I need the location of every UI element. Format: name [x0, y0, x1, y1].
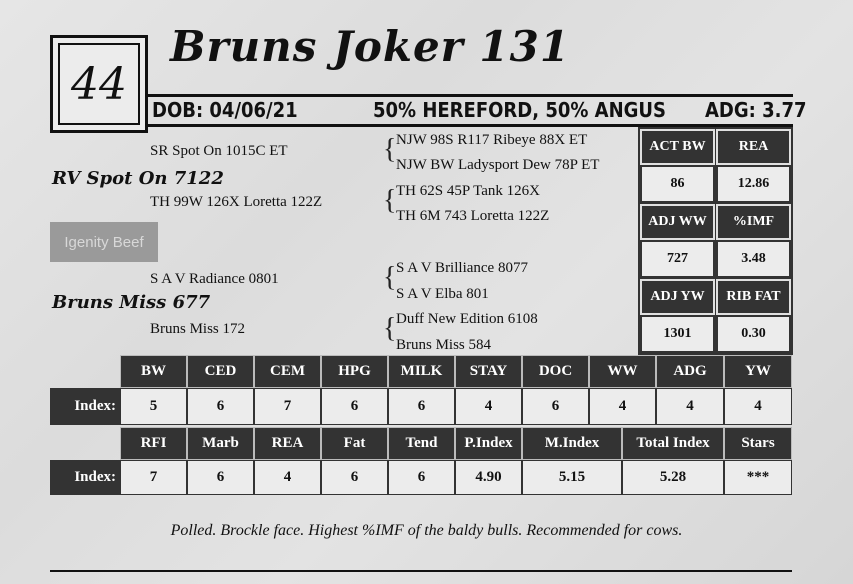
table2-header: P.Index	[455, 427, 522, 460]
measure-label: ADJ YW	[640, 279, 715, 315]
index-label: Index:	[50, 460, 120, 495]
sire: RV Spot On 7122	[52, 168, 224, 189]
table1-header: MILK	[388, 355, 455, 388]
dam: Bruns Miss 677	[52, 292, 211, 313]
dob: DOB: 04/06/21	[152, 98, 298, 122]
table2-header: RFI	[120, 427, 187, 460]
table1-value: 6	[388, 388, 455, 425]
bull-notes: Polled. Brockle face. Highest %IMF of the baldy bulls. Recommended for cows.	[170, 522, 683, 539]
dam-dam: Bruns Miss 172	[150, 321, 246, 337]
table1-header: STAY	[455, 355, 522, 388]
table1-value: 4	[589, 388, 656, 425]
table1-header: HPG	[321, 355, 388, 388]
footer-rule	[50, 570, 792, 572]
table1-value: 4	[656, 388, 724, 425]
sd-dam: TH 6M 743 Loretta 122Z	[396, 208, 550, 224]
lot-number-box	[50, 35, 148, 133]
table2-value: 4.90	[455, 460, 522, 495]
table2-header: Tend	[388, 427, 455, 460]
measure-label: ADJ WW	[640, 204, 715, 240]
ds-sire: S A V Brilliance 8077	[396, 260, 528, 276]
table1-header: CED	[187, 355, 254, 388]
index-tables	[50, 355, 792, 495]
table1-value: 5	[120, 388, 187, 425]
igenity-logo: Igenity Beef	[50, 222, 158, 262]
table2-value: 5.28	[622, 460, 724, 495]
table2-header: REA	[254, 427, 321, 460]
measure-label: %IMF	[716, 204, 791, 240]
table2-header: M.Index	[522, 427, 622, 460]
table1-value: 6	[522, 388, 589, 425]
stars-value: ***	[724, 460, 792, 495]
table2-header: Fat	[321, 427, 388, 460]
table1-value: 7	[254, 388, 321, 425]
breed: 50% HEREFORD, 50% ANGUS	[373, 98, 666, 122]
header-top-rule	[145, 94, 793, 97]
table2-value: 7	[120, 460, 187, 495]
brace-icon: {	[383, 262, 397, 293]
table2-value: 5.15	[522, 460, 622, 495]
measure-value: 0.30	[716, 315, 791, 353]
ds-dam: S A V Elba 801	[396, 286, 489, 302]
table2-value: 4	[254, 460, 321, 495]
table1-header: ADG	[656, 355, 724, 388]
measure-value: 12.86	[716, 165, 791, 203]
table1-value: 6	[187, 388, 254, 425]
table1-header: BW	[120, 355, 187, 388]
sire-sire: SR Spot On 1015C ET	[150, 143, 288, 159]
dam-sire: S A V Radiance 0801	[150, 271, 279, 287]
measures-grid	[638, 127, 793, 355]
index-label: Index:	[50, 388, 120, 425]
table2-value: 6	[388, 460, 455, 495]
table2-header: Stars	[724, 427, 792, 460]
measure-label: REA	[716, 129, 791, 165]
table1-value: 6	[321, 388, 388, 425]
brace-icon: {	[383, 185, 397, 216]
table1-value: 4	[724, 388, 792, 425]
measure-label: RIB FAT	[716, 279, 791, 315]
table2-header: Total Index	[622, 427, 724, 460]
table2-value: 6	[321, 460, 388, 495]
dd-dam: Bruns Miss 584	[396, 337, 492, 353]
table1-header: YW	[724, 355, 792, 388]
adg-value: ADG: 3.77	[705, 98, 807, 122]
measure-value: 1301	[640, 315, 715, 353]
bull-name: Bruns Joker 131	[170, 22, 571, 71]
lot-number: 44	[58, 43, 140, 125]
table1-value: 4	[455, 388, 522, 425]
sd-sire: TH 62S 45P Tank 126X	[396, 183, 540, 199]
table2-header: Marb	[187, 427, 254, 460]
table2-value: 6	[187, 460, 254, 495]
measure-value: 727	[640, 240, 715, 278]
ss-sire: NJW 98S R117 Ribeye 88X ET	[396, 132, 588, 148]
table1-header: WW	[589, 355, 656, 388]
dd-sire: Duff New Edition 6108	[396, 311, 538, 327]
table1-header: DOC	[522, 355, 589, 388]
ss-dam: NJW BW Ladysport Dew 78P ET	[396, 157, 600, 173]
measure-value: 3.48	[716, 240, 791, 278]
brace-icon: {	[383, 313, 397, 344]
table1-header: CEM	[254, 355, 321, 388]
measure-label: ACT BW	[640, 129, 715, 165]
sire-dam: TH 99W 126X Loretta 122Z	[150, 194, 323, 210]
measure-value: 86	[640, 165, 715, 203]
brace-icon: {	[383, 134, 397, 165]
